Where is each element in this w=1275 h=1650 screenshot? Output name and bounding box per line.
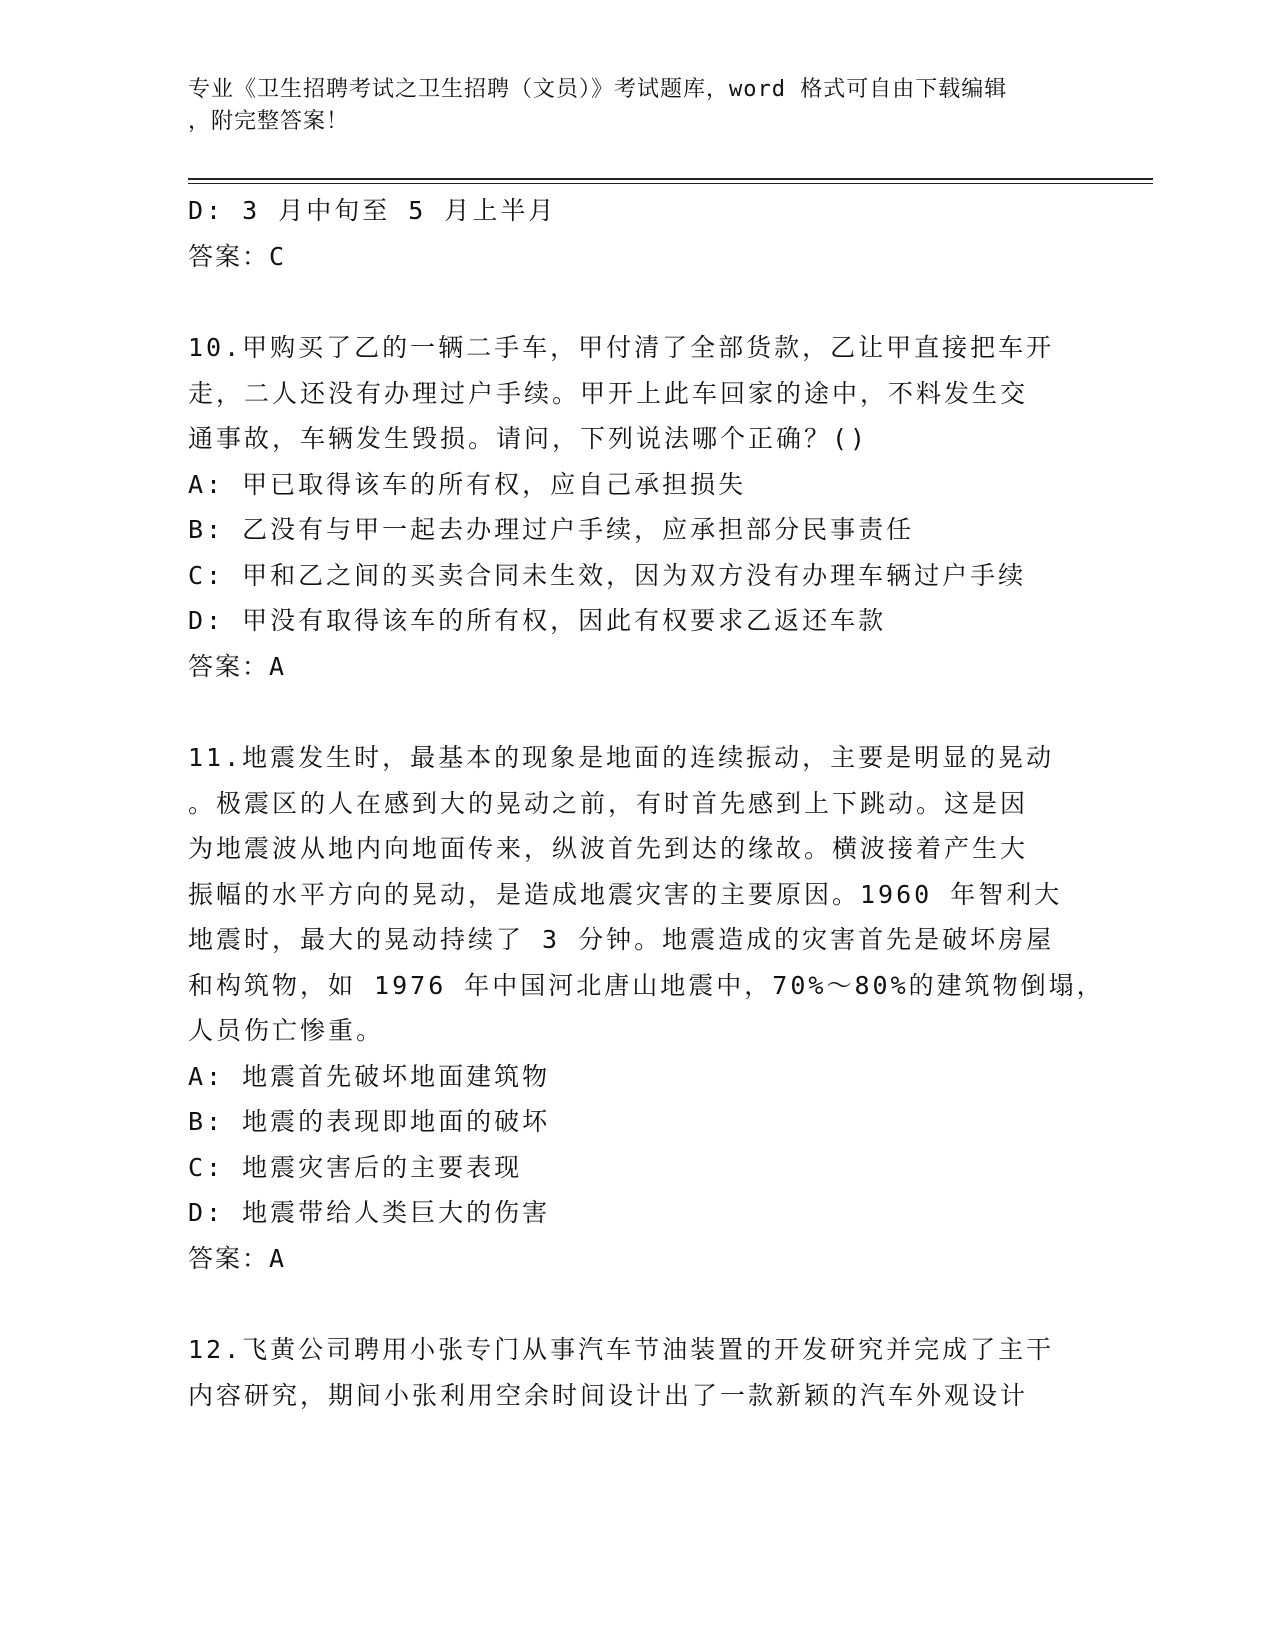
option-c: C: 甲和乙之间的买卖合同未生效，因为双方没有办理车辆过户手续	[188, 560, 1027, 590]
spacer	[188, 689, 1068, 735]
option-a: A: 甲已取得该车的所有权，应自己承担损失	[188, 469, 747, 499]
question-text-line: 。极震区的人在感到大的晃动之前，有时首先感到上下跳动。这是因	[188, 788, 1029, 818]
spacer	[188, 1281, 1068, 1327]
answer-line: 答案：A	[188, 651, 287, 681]
answer-line: 答案：A	[188, 1243, 287, 1273]
question-text-line: 人员伤亡惨重。	[188, 1016, 385, 1045]
question-text-line: 和构筑物，如 1976 年中国河北唐山地震中，70%～80%的建筑物倒塌，	[188, 970, 1105, 1000]
option-b: B: 乙没有与甲一起去办理过户手续，应承担部分民事责任	[188, 515, 915, 544]
question-text-line: 为地震波从地内向地面传来，纵波首先到达的缘故。横波接着产生大	[188, 834, 1029, 863]
header-divider-thin	[188, 183, 1153, 184]
question-11	[188, 735, 1105, 1281]
answer-line: 答案：C	[188, 241, 287, 271]
question-text-line: 地震时，最大的晃动持续了 3 分钟。地震造成的灾害首先是破坏房屋	[188, 925, 1055, 954]
question-list	[188, 188, 1105, 1418]
question-text-line: 内容研究，期间小张利用空余时间设计出了一款新颖的汽车外观设计	[188, 1380, 1029, 1410]
option-d: D: 地震带给人类巨大的伤害	[188, 1198, 551, 1227]
previous-question-tail	[188, 188, 1068, 279]
option-c: C: 地震灾害后的主要表现	[188, 1152, 523, 1182]
question-text-line: 11.地震发生时，最基本的现象是地面的连续振动，主要是明显的晃动	[188, 743, 1055, 772]
option-a: A: 地震首先破坏地面建筑物	[188, 1061, 551, 1091]
question-text-line: 走，二人还没有办理过户手续。甲开上此车回家的途中，不料发生交	[188, 378, 1029, 408]
header-line-1: 专业《卫生招聘考试之卫生招聘（文员）》考试题库，word 格式可自由下载编辑	[188, 77, 1008, 102]
page-header	[188, 74, 1068, 138]
option-d: D: 3 月中旬至 5 月上半月	[188, 196, 557, 225]
header-divider-thick	[188, 178, 1153, 180]
question-10	[188, 325, 1068, 689]
question-12	[188, 1327, 1068, 1418]
option-d: D: 甲没有取得该车的所有权，因此有权要求乙返还车款	[188, 606, 887, 635]
question-text-line: 振幅的水平方向的晃动，是造成地震灾害的主要原因。1960 年智利大	[188, 879, 1063, 909]
question-text-line: 10.甲购买了乙的一辆二手车，甲付清了全部货款，乙让甲直接把车开	[188, 333, 1055, 362]
header-line-2: ，附完整答案！	[188, 109, 350, 134]
spacer	[188, 279, 1068, 325]
question-text-line: 通事故，车辆发生毁损。请问，下列说法哪个正确？()	[188, 424, 869, 453]
option-b: B: 地震的表现即地面的破坏	[188, 1107, 551, 1136]
question-text-line: 12.飞黄公司聘用小张专门从事汽车节油装置的开发研究并完成了主干	[188, 1335, 1055, 1364]
